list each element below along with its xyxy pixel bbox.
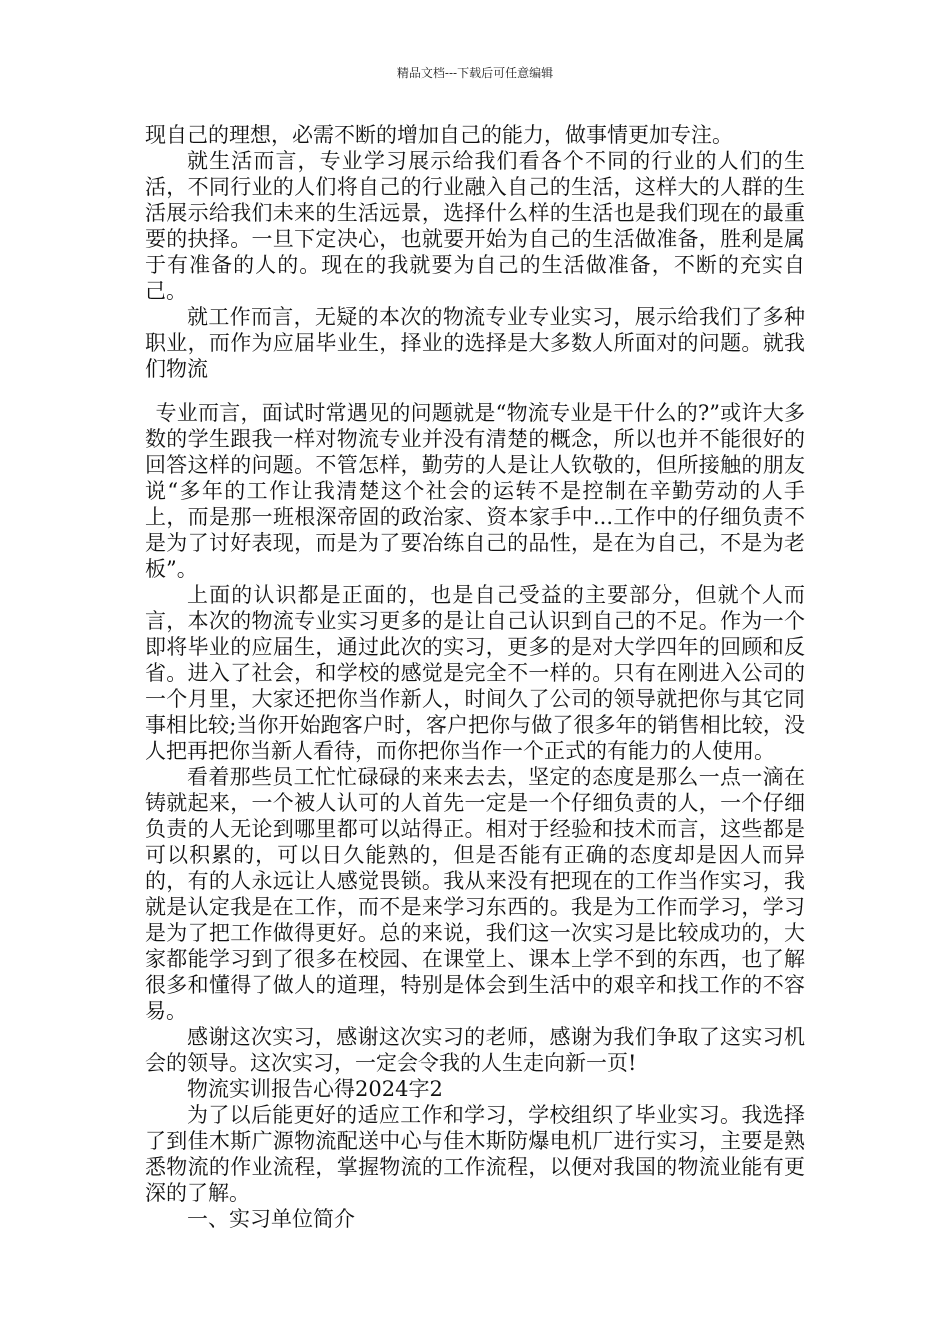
paragraph-1: 现自己的理想，必需不断的增加自己的能力，做事情更加专注。 xyxy=(145,123,733,147)
paragraph-4: 专业而言，面试时常遇见的问题就是“物流专业是干什么的?”或许大多数的学生跟我一样对物流专业并没有清楚的概念，所以也并不能很好的回答这样的问题。不管怎样，勤劳的人是让人钦敬的，但所接触的朋友说“多年的工作让我清楚这个社会的运转不是控制在辛勤劳动的人手上，而是那一班根深帝固的政治家、资本家手中...工作中的仔细负责不是为了讨好表现，而是为了要冶练自己的品性，是在为自己，不是为老板”。 xyxy=(145,401,805,581)
section-heading-1: 一、实习单位简介 xyxy=(187,1207,355,1231)
paragraph-3: 就工作而言，无疑的本次的物流专业专业实习，展示给我们了多种职业，而作为应届毕业生，择业的选择是大多数人所面对的问题。就我们物流 xyxy=(145,305,805,381)
paragraph-7: 感谢这次实习，感谢这次实习的老师，感谢为我们争取了这实习机会的领导。这次实习，一定会令我的人生走向新一页! xyxy=(145,1025,805,1075)
paragraph-6: 看着那些员工忙忙碌碌的来来去去，坚定的态度是那么一点一滴在铸就起来，一个被人认可的人首先一定是一个仔细负责的人，一个仔细负责的人无论到哪里都可以站得正。相对于经验和技术而言，这些都是可以积累的，可以日久能熟的，但是否能有正确的态度却是因人而异的，有的人永远让人感觉畏锁。我从来没有把现在的工作当作实习，我就是认定我是在工作，而不是来学习东西的。我是为工作而学习，学习是为了把工作做得更好。总的来说，我们这一次实习是比较成功的，大家都能学习到了很多在校园、在课堂上、课本上学不到的东西，也了解很多和懂得了做人的道理，特别是体会到生活中的艰辛和找工作的不容易。 xyxy=(145,765,805,1023)
paragraph-5: 上面的认识都是正面的，也是自己受益的主要部分，但就个人而言，本次的物流专业实习更多的是让自己认识到自己的不足。作为一个即将毕业的应届生，通过此次的实习，更多的是对大学四年的回顾和反省。进入了社会，和学校的感觉是完全不一样的。只有在刚进入公司的一个月里，大家还把你当作新人，时间久了公司的领导就把你与其它同事相比较;当你开始跑客户时，客户把你与做了很多年的销售相比较，没人把再把你当新人看待，而你把你当作一个正式的有能力的人使用。 xyxy=(145,583,805,763)
paragraph-2: 就生活而言，专业学习展示给我们看各个不同的行业的人们的生活，不同行业的人们将自己的行业融入自己的生活，这样大的人群的生活展示给我们未来的生活远景，选择什么样的生活也是我们现在的最重要的抉择。一旦下定决心，也就要开始为自己的生活做准备，胜利是属于有准备的人的。现在的我就要为自己的生活做准备，不断的充实自己。 xyxy=(145,149,805,303)
text-block-2 xyxy=(145,400,805,1232)
page-header: 精品文档---下载后可任意编辑 xyxy=(396,66,554,80)
section-title-report-2: 物流实训报告心得2024字2 xyxy=(187,1077,443,1101)
paragraph-8: 为了以后能更好的适应工作和学习，学校组织了毕业实习。我选择了到佳木斯广源物流配送中心与佳木斯防爆电机厂进行实习，主要是熟悉物流的作业流程，掌握物流的工作流程，以便对我国的物流业能有更深的了解。 xyxy=(145,1103,805,1205)
text-block-1 xyxy=(145,122,805,382)
